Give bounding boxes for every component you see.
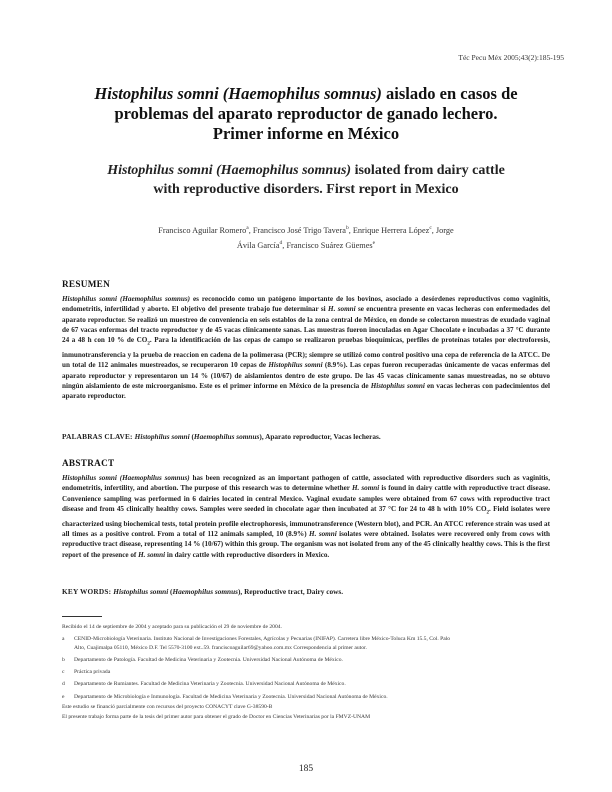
journal-citation: Téc Pecu Méx 2005;43(2):185-195 <box>458 53 564 62</box>
title-es-species: Histophilus somni (Haemophilus somnus) <box>94 84 382 103</box>
palabras-clave-label: PALABRAS CLAVE: <box>62 432 135 441</box>
author-3: , Enrique Herrera López <box>348 225 430 235</box>
abstract-species-2: H. somni <box>351 484 380 493</box>
affil-b-mark: b <box>62 656 65 663</box>
resumen-species-3: Histophilus somni <box>268 361 323 370</box>
palabras-clave-rest: ), Aparato reproductor, Vacas lecheras. <box>259 432 381 441</box>
abstract-heading: ABSTRACT <box>62 458 115 468</box>
palabras-clave-sep: ( <box>189 432 194 441</box>
affil-a-text: CENID-Microbiología Veterinaria. Instituto Nacional de Investigaciones Forestales, Agrícolas y Pecuarias (INIFAP). Carretera libre México-Toluca Km 15.5, Col. Palo <box>74 636 451 643</box>
affil-d-mark: d <box>62 681 65 688</box>
title-en-line2: with reproductive disorders. First report in Mexico <box>153 182 459 197</box>
resumen-co2-sub: 2 <box>147 341 150 347</box>
author-4-affil: d <box>279 239 283 246</box>
title-en-species: Histophilus somni (Haemophilus somnus) <box>107 163 352 178</box>
footnotes <box>62 623 552 722</box>
author-2: , Francisco José Trigo Tavera <box>248 225 346 235</box>
affiliation-b <box>62 656 552 664</box>
key-words-sep: ( <box>168 587 173 596</box>
key-words-synonym: Haemophilus somnus <box>172 587 238 596</box>
received-note: Recibido el 14 de septiembre de 2004 y aceptado para su publicación el 29 de noviembre de 2004. <box>62 624 282 630</box>
key-words <box>62 587 550 597</box>
author-list <box>70 222 542 252</box>
funding-note: Este estudio se financió parcialmente con recursos del proyecto CONACYT clave G-38590-B <box>62 704 273 711</box>
affiliation-c <box>62 668 552 676</box>
abstract-text-1: has been recognized as an important pathogen of cattle, associated with reproductive disorders such as vaginitis, endometritis, infertility, and abortion. The purpose of this research was to determine whether <box>62 474 550 493</box>
resumen-text-3: . Para la identificación de las cepas de campo se realizaron pruebas bioquímicas, perfiles de proteínas totales por electroforesis, inmunotransferencia y la prueba de reaccion en cadena de la polimerasa (PCR); siempre se utilizó como control positivo una cepa de referencia de la ATCC. De un total de 112 animales muestreados, se recuperaron 10 cepas de <box>62 336 550 370</box>
author-2-affil: b <box>345 225 349 231</box>
resumen-text-2: se encuentra presente en vacas lecheras con enfermedades del aparato reproductor. Se realizó un muestreo de conveniencia en seis establos de la zona central de México, en donde se colectaron muestras de exudado vaginal de 67 vacas enfermas del tracto reproductor y de 45 vacas clínicamente sanas. Las muestras fueron inoculadas en Agar Chocolate e incubadas a 37 °C durante 24 a 48 h con 10 % de CO <box>62 305 551 345</box>
affil-e-mark: e <box>62 693 65 700</box>
abstract-text-2: is found in dairy cattle with reproductive tract disease. Convenience sampling was performed in 6 dairies located in central Mexico. Vaginal exudate samples were obtained from 67 cows with reproductive tract disease and from 45 clinically healthy cows. Samples were seeded in chocolate agar then incubated at 37 °C for 24 to 48 h with 10% CO <box>62 484 550 513</box>
affil-e-text: Departamento de Microbiología e Inmunología. Facultad de Medicina Veterinaria y Zootecnia. Universidad Nacional Autónoma de México. <box>74 693 388 700</box>
affiliation-a <box>62 635 552 652</box>
title-en-line1-rest: isolated from dairy cattle <box>351 163 505 178</box>
author-1-affil: a <box>246 225 249 231</box>
resumen-species-4: Histophilus somni <box>370 381 425 390</box>
author-3-affil: c <box>429 225 432 231</box>
resumen-text-4: (8.9%). Las cepas fueron recuperadas únicamente de vacas enfermas del aparato reproductor y representaron un 14 % (10/67) de aislamientos dentro de este grupo. De las 45 vacas clínicamente sanas muestreadas, no se obtuvo ningún aislamiento de este microorganismo. Este es el primer informe en México de la presencia de <box>62 361 551 390</box>
abstract-text-5: in dairy cattle with reproductive disorders in Mexico. <box>165 550 330 559</box>
affil-a-text-2: Alto, Cuajimalpa 05110, México D.F. Tel 5570-3100 ext..59. franciscoaguilar69@yahoo.com.mx Correspondencia al primer autor. <box>74 644 367 651</box>
abstract-species-4: H. somni <box>138 550 166 559</box>
thesis-note: El presente trabajo forma parte de la tesis del primer autor para obtener el grado de Doctor en Ciencias Veterinarias por la FMVZ-UNAM <box>62 714 371 721</box>
page-number: 185 <box>298 764 314 774</box>
title-english <box>60 161 552 199</box>
resumen-body <box>62 294 550 401</box>
affiliation-e <box>62 693 552 701</box>
affil-b-text: Departamento de Patología. Facultad de Medicina Veterinaria y Zootecnia. Universidad Nacional Autónoma de México. <box>74 656 343 663</box>
abstract-co2-sub: 2 <box>486 510 489 516</box>
author-5: , Francisco Suárez Güemes <box>282 240 373 250</box>
abstract-body <box>62 473 550 560</box>
footnote-divider <box>62 616 102 617</box>
author-5-affil: e <box>372 239 376 246</box>
author-1: Francisco Aguilar Romero <box>158 225 247 235</box>
resumen-species: Histophilus somni (Haemophilus somnus) <box>62 295 190 303</box>
abstract-text-4: isolates were obtained. Isolates were recovered only from cows with reproductive tract disease, representing 14 % (10/67) within this group. The organism was not isolated from any of the 45 clinically healthy cows. This is the first report of the presence of <box>62 529 550 559</box>
abstract-species-3: H. somni <box>309 529 337 538</box>
palabras-clave-species: Histophilus somni <box>134 432 190 441</box>
resumen-heading: RESUMEN <box>62 279 111 289</box>
author-4-pre: , Jorge <box>431 225 454 235</box>
affil-c-mark: c <box>62 669 65 676</box>
title-es-line3: Primer informe en México <box>212 124 400 143</box>
key-words-label: KEY WORDS: <box>62 587 114 596</box>
affiliation-d <box>62 680 552 688</box>
title-spanish <box>55 84 557 144</box>
abstract-text-3: . Field isolates were characterized using biochemical tests, total protein profile electrophoresis, immunotransference (Western blot), and PCR. An ATCC reference strain was used at all times as a positive control. From a total of 112 animals sampled, 10 (8.9%) <box>62 504 550 538</box>
affil-d-text: Departamento de Rumiantes. Facultad de Medicina Veterinaria y Zootecnia. Universidad Nacional Autónoma de México. <box>74 681 346 688</box>
resumen-text-5: en vacas lecheras con padecimientos del aparato reproductor. <box>62 381 551 401</box>
title-es-line1-rest: aislado en casos de <box>381 84 518 103</box>
resumen-species-2: H. somni <box>328 305 356 314</box>
palabras-clave <box>62 432 550 442</box>
affil-c-text: Práctica privada <box>74 669 111 676</box>
abstract-species: Histophilus somni (Haemophilus somnus) <box>62 474 190 482</box>
resumen-text-1: es reconocido como un patógeno importante de los bovinos, asociado a desórdenes reproductivos como vaginitis, endometritis, infertilidad y aborto. El objetivo del presente trabajo fue determinar si <box>62 295 550 314</box>
affil-a-mark: a <box>62 636 65 643</box>
author-4: Ávila García <box>236 240 280 250</box>
palabras-clave-synonym: Haemophilus somnus <box>193 432 260 441</box>
key-words-species: Histophilus somni <box>113 587 169 596</box>
key-words-rest: ), Reproductive tract, Dairy cows. <box>237 587 344 596</box>
title-es-line2: problemas del aparato reproductor de ganado lechero. <box>114 104 498 123</box>
